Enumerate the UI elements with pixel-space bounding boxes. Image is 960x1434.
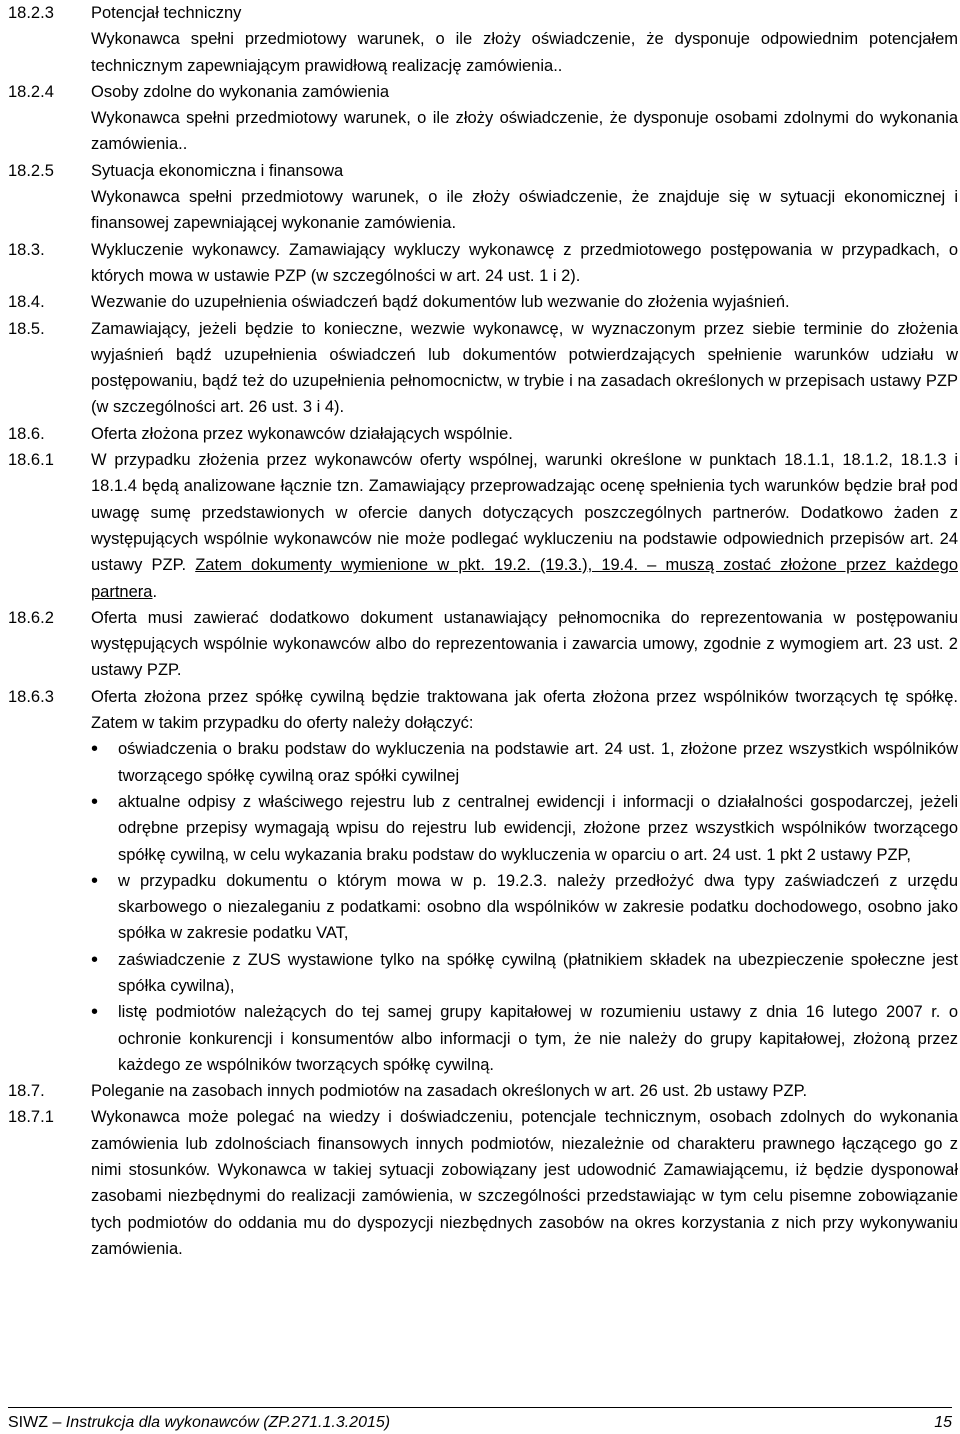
list-item-text: aktualne odpisy z właściwego rejestru lub z centralnej ewidencji i informacji o działalności gospodarczej, jeżeli odrębne przepisy wymagają wpisu do rejestru lub ewidencji, złożone przez wszystkich wspólników tworzącego spółkę cywilną, w celu wykazania braku podstaw do wykluczenia w oparciu o art. 24 ust. 1 pkt 2 ustawy PZP,	[118, 792, 958, 864]
section-18-2-3	[8, 0, 958, 79]
section-text-plain: W przypadku złożenia przez wykonawców oferty wspólnej, warunki określone w punktach 18.1.1, 18.1.2, 18.1.3 i 18.1.4 będą analizowane łącznie tzn. Zamawiający przeprowadzając ocenę spełnienia tych warunków będzie brał pod uwagę sumę przedstawionych w ofercie danych dotyczących poszczególnych partnerów. Dodatkowo żaden z występujących wspólnie wykonawców nie może podlegać wykluczeniu na podstawie odpowiednich przepisów art. 24 ustawy PZP.	[91, 451, 958, 575]
section-text: Oferta złożona przez spółkę cywilną będzie traktowana jak oferta złożona przez wspólników tworzących tę spółkę. Zatem w takim przypadku do oferty należy dołączyć:	[91, 687, 958, 733]
section-text: Wykonawca spełni przedmiotowy warunek, o ile złoży oświadczenie, że znajduje się w sytuacji ekonomicznej i finansowej zapewniającej wykonanie zamówienia.	[91, 188, 958, 233]
section-18-2-4	[8, 79, 958, 158]
section-text	[91, 447, 958, 605]
bullet-icon: •	[91, 869, 99, 892]
page-footer	[8, 1407, 952, 1433]
list-item	[91, 947, 958, 1000]
bullet-list	[91, 736, 958, 1078]
document-body	[8, 0, 958, 1262]
list-item	[91, 736, 958, 789]
section-text-end: .	[152, 582, 158, 601]
section-number: 18.6.1	[8, 451, 54, 470]
list-item-text: zaświadczenie z ZUS wystawione tylko na spółkę cywilną (płatnikiem składek na ubezpieczenie społeczne jest spółka cywilna),	[118, 950, 958, 995]
footer-title	[8, 1413, 390, 1433]
footer-label: SIWZ –	[8, 1414, 66, 1431]
list-item-text: listę podmiotów należących do tej samej grupy kapitałowej w rozumieniu ustawy z dnia 16 lutego 2007 r. o ochronie konkurencji i konsumentów albo informacji o tym, że nie należy do grupy kapitałowej, złożoną przez każdego ze wspólników tworzących spółkę cywilną.	[118, 1003, 958, 1074]
bullet-icon: •	[91, 790, 99, 813]
section-text: Wykonawca może polegać na wiedzy i doświadczeniu, potencjale technicznym, osobach zdolnych do wykonania zamówienia lub zdolnościach finansowych innych podmiotów, niezależnie od charakteru prawnego łączącego go z nimi stosunków. Wykonawca w takiej sytuacji zobowiązany jest udowodnić Zamawiającemu, iż będzie dysponował zasobami niezbędnymi do realizacji zamówienia, w szczególności przedstawiając w tym celu pisemne zobowiązanie tych podmiotów do oddania mu do dyspozycji niezbędnych zasobów na okres korzystania z nich przy wykonywaniu zamówienia.	[91, 1108, 958, 1258]
section-number: 18.6.2	[8, 608, 54, 627]
list-item	[91, 868, 958, 947]
list-item	[91, 789, 958, 868]
section-18-7	[8, 1078, 958, 1104]
section-18-6-3	[8, 684, 958, 1078]
section-18-6-1	[8, 447, 958, 605]
section-18-4	[8, 289, 958, 315]
section-18-2-5	[8, 158, 958, 237]
section-18-3	[8, 237, 958, 290]
section-text: Wykonawca spełni przedmiotowy warunek, o ile złoży oświadczenie, że dysponuje odpowiednim potencjałem technicznym zapewniającym prawidłową realizację zamówienia..	[91, 30, 958, 75]
section-text: Poleganie na zasobach innych podmiotów na zasadach określonych w art. 26 ust. 2b ustawy PZP.	[91, 1082, 808, 1101]
list-item-text: w przypadku dokumentu o którym mowa w p. 19.2.3. należy przedłożyć dwa typy zaświadczeń z urzędu skarbowego o niezaleganiu z podatkami: osobno dla wspólników w zakresie podatku dochodowego, osobno jako spółka w zakresie podatku VAT,	[118, 871, 958, 943]
section-number: 18.4.	[8, 293, 45, 312]
section-18-6	[8, 421, 958, 447]
section-title: Sytuacja ekonomiczna i finansowa	[91, 161, 344, 180]
section-title: Osoby zdolne do wykonania zamówienia	[91, 82, 390, 101]
section-18-5	[8, 316, 958, 421]
section-text: Wezwanie do uzupełnienia oświadczeń bądź dokumentów lub wezwanie do złożenia wyjaśnień.	[91, 293, 790, 312]
section-text-underlined: Zatem dokumenty wymienione w pkt. 19.2. (19.3.), 19.4. – muszą zostać złożone przez każdego partnera	[91, 556, 958, 601]
section-number: 18.7.1	[8, 1108, 54, 1127]
footer-doc-title: Instrukcja dla wykonawców (ZP.271.1.3.2015)	[65, 1414, 391, 1431]
section-18-7-1	[8, 1104, 958, 1262]
section-text: Wykluczenie wykonawcy. Zamawiający wykluczy wykonawcę z przedmiotowego postępowania w przypadkach, o których mowa w ustawie PZP (w szczególności w art. 24 ust. 1 i 2).	[91, 240, 958, 285]
section-number: 18.6.	[8, 424, 45, 443]
bullet-icon: •	[91, 1001, 99, 1024]
section-number: 18.2.3	[8, 4, 54, 22]
list-item	[91, 999, 958, 1078]
section-number: 18.2.4	[8, 82, 54, 101]
section-text: Oferta złożona przez wykonawców działających wspólnie.	[91, 424, 513, 443]
bullet-icon: •	[91, 948, 99, 971]
section-text: Oferta musi zawierać dodatkowo dokument ustanawiający pełnomocnika do reprezentowania w postępowaniu występujących wspólnie wykonawców albo do reprezentowania i zawarcia umowy, zgodnie z wymogiem art. 23 ust. 2 ustawy PZP.	[91, 608, 958, 680]
list-item-text: oświadczenia o braku podstaw do wykluczenia na podstawie art. 24 ust. 1, złożone przez wszystkich wspólników tworzącego spółkę cywilną oraz spółki cywilnej	[118, 740, 958, 785]
section-number: 18.2.5	[8, 161, 54, 180]
section-title: Potencjał techniczny	[91, 4, 242, 22]
page-number: 15	[934, 1414, 952, 1431]
section-text: Zamawiający, jeżeli będzie to konieczne, wezwie wykonawcę, w wyznaczonym przez siebie terminie do złożenia wyjaśnień bądź uzupełnienia oświadczeń lub dokumentów potwierdzających spełnienie warunków udziału w postępowaniu, bądź też do uzupełnienia pełnomocnictw, w trybie i na zasadach określonych w przepisach ustawy PZP (w szczególności art. 26 ust. 3 i 4).	[91, 319, 958, 417]
section-text: Wykonawca spełni przedmiotowy warunek, o ile złoży oświadczenie, że dysponuje osobami zdolnymi do wykonania zamówienia..	[91, 109, 958, 154]
section-number: 18.7.	[8, 1082, 45, 1101]
section-number: 18.6.3	[8, 687, 54, 706]
section-18-6-2	[8, 605, 958, 684]
bullet-icon: •	[91, 738, 99, 761]
section-number: 18.5.	[8, 319, 45, 338]
section-number: 18.3.	[8, 240, 45, 259]
